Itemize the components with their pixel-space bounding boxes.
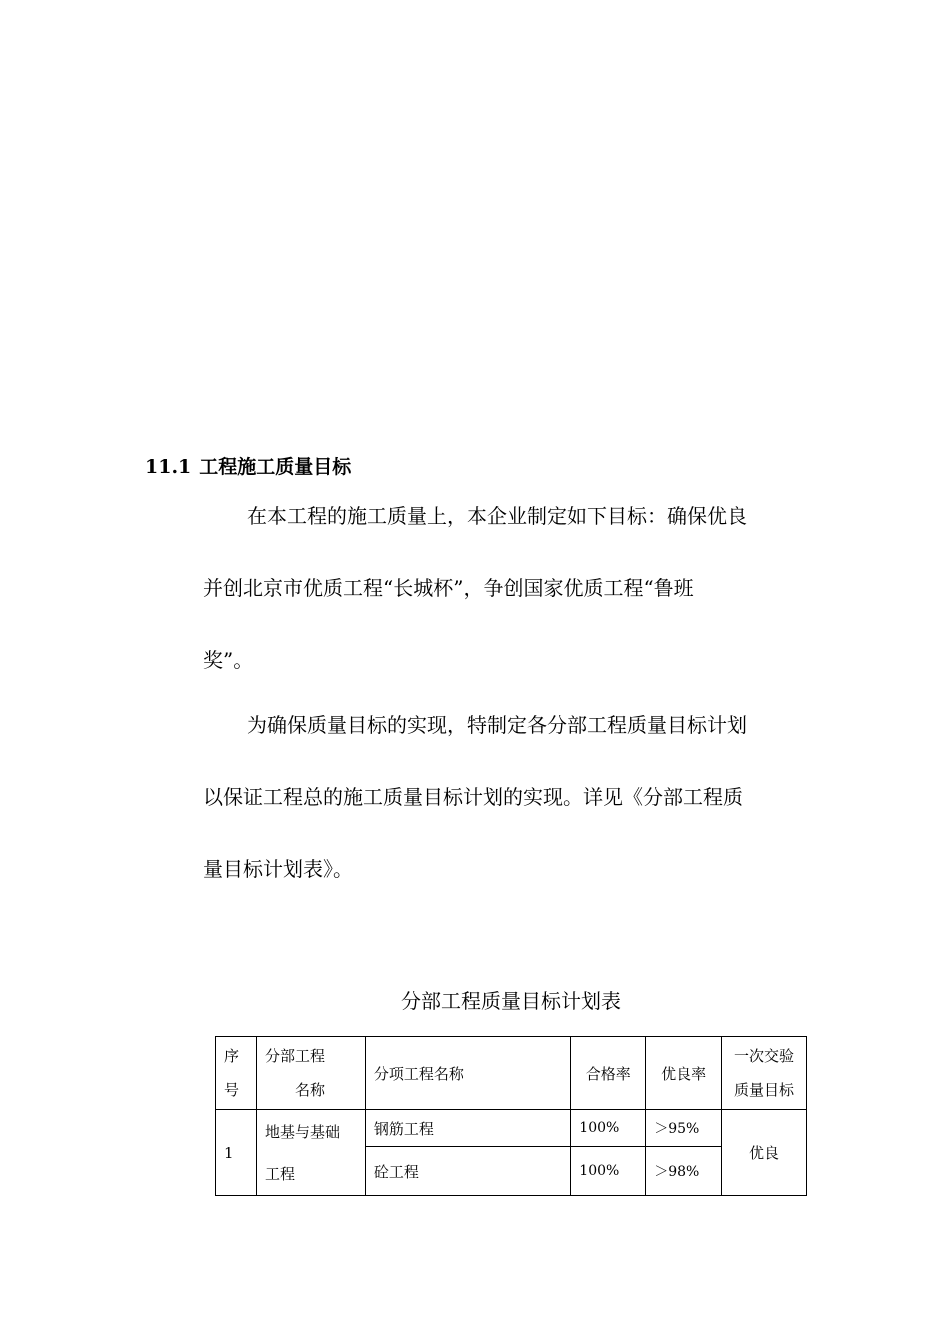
row-part-name bbox=[256, 1110, 365, 1196]
row-item-name: 砼工程 bbox=[365, 1147, 570, 1196]
paragraph-line: 量目标计划表》。 bbox=[203, 857, 353, 881]
quality-target-table bbox=[215, 1036, 807, 1196]
row-excellent-rate: ＞98% bbox=[646, 1147, 722, 1196]
header-excellent-rate: 优良率 bbox=[646, 1037, 722, 1110]
paragraph-line: 奖”。 bbox=[203, 648, 254, 672]
section-number: 11.1 bbox=[145, 456, 192, 478]
header-item-name: 分项工程名称 bbox=[365, 1037, 570, 1110]
header-pass-rate: 合格率 bbox=[571, 1037, 646, 1110]
header-target-line2: 质量目标 bbox=[734, 1081, 795, 1099]
row-pass-rate: 100% bbox=[571, 1110, 646, 1147]
row-excellent-rate: ＞95% bbox=[646, 1110, 722, 1147]
paragraph-line: 以保证工程总的施工质量目标计划的实现。详见《分部工程质 bbox=[203, 785, 743, 809]
row-part-line1: 地基与基础 bbox=[264, 1122, 340, 1141]
table-header-row bbox=[216, 1037, 807, 1110]
header-part-line2: 名称 bbox=[294, 1081, 325, 1099]
header-seq-line2: 号 bbox=[224, 1081, 240, 1099]
row-seq: 1 bbox=[216, 1110, 257, 1196]
header-part-name bbox=[256, 1037, 365, 1110]
header-target bbox=[722, 1037, 807, 1110]
paragraph-quality-goal bbox=[203, 480, 808, 696]
row-item-name: 钢筋工程 bbox=[365, 1110, 570, 1147]
paragraph-line: 并创北京市优质工程“长城杯”，争创国家优质工程“鲁班 bbox=[203, 576, 694, 600]
row-pass-rate: 100% bbox=[571, 1147, 646, 1196]
paragraph-line: 在本工程的施工质量上，本企业制定如下目标：确保优良 bbox=[247, 504, 747, 528]
paragraph-plan-reference bbox=[203, 689, 808, 905]
header-target-line1: 一次交验 bbox=[734, 1047, 795, 1065]
table-title: 分部工程质量目标计划表 bbox=[401, 989, 621, 1013]
table-row bbox=[216, 1110, 807, 1147]
header-part-line1: 分部工程 bbox=[264, 1047, 325, 1065]
header-seq-line1: 序 bbox=[224, 1047, 240, 1065]
paragraph-line: 为确保质量目标的实现，特制定各分部工程质量目标计划 bbox=[247, 713, 747, 737]
section-title: 工程施工质量目标 bbox=[199, 456, 352, 478]
section-heading bbox=[145, 452, 351, 479]
header-seq bbox=[216, 1037, 257, 1110]
row-part-line2: 工程 bbox=[264, 1164, 295, 1183]
row-target: 优良 bbox=[722, 1110, 807, 1196]
